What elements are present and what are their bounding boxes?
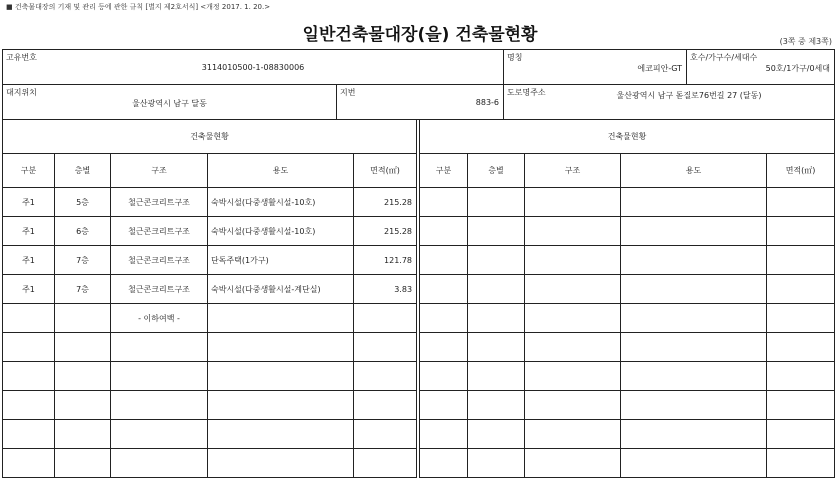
cell-floor (468, 420, 525, 449)
regulation-note: ■ 건축물대장의 기재 및 관리 등에 관한 규칙 [별지 제2호서식] <개정 2017. 1. 20.> (6, 3, 271, 11)
cell-structure (525, 217, 621, 246)
table-row (3, 333, 835, 362)
cell-floor (468, 188, 525, 217)
cell-use (208, 333, 354, 362)
cell-area (767, 391, 835, 420)
col-header-structure: 구조 (111, 154, 208, 188)
cell-structure (525, 333, 621, 362)
col-header-use: 용도 (621, 154, 767, 188)
cell-area (354, 333, 417, 362)
cell-area (767, 304, 835, 333)
cell-type (420, 275, 468, 304)
table-row (3, 304, 835, 333)
cell-area (767, 246, 835, 275)
table-row (3, 362, 835, 391)
cell-structure: 철근콘크리트구조 (111, 217, 208, 246)
cell-use: 숙박시설(다중생활시설-10호) (208, 217, 354, 246)
lot-cell (337, 85, 504, 120)
units-value: 50호/1가구/0세대 (765, 64, 831, 73)
cell-floor (468, 449, 525, 478)
header-table (2, 49, 835, 120)
cell-type: 주1 (3, 188, 55, 217)
table-row (3, 217, 835, 246)
cell-floor: 7층 (55, 246, 111, 275)
cell-use (208, 420, 354, 449)
road-label: 도로명주소 (507, 88, 546, 97)
cell-use (621, 275, 767, 304)
cell-structure (111, 362, 208, 391)
road-cell (504, 85, 835, 120)
cell-use (621, 304, 767, 333)
cell-floor: 5층 (55, 188, 111, 217)
cell-floor (468, 246, 525, 275)
cell-area (354, 304, 417, 333)
cell-type (420, 304, 468, 333)
cell-use (621, 362, 767, 391)
cell-floor (55, 304, 111, 333)
cell-type (3, 333, 55, 362)
col-header-use: 용도 (208, 154, 354, 188)
building-status-table (2, 119, 835, 478)
cell-type (420, 246, 468, 275)
unique-no-label: 고유번호 (6, 53, 37, 62)
cell-use (208, 391, 354, 420)
section-title-left: 건축물현황 (3, 120, 417, 154)
cell-structure: 철근콘크리트구조 (111, 188, 208, 217)
cell-type (420, 449, 468, 478)
site-label: 대지위치 (6, 88, 37, 97)
col-header-floor: 층별 (55, 154, 111, 188)
cell-area (767, 449, 835, 478)
cell-use (621, 188, 767, 217)
cell-structure (111, 391, 208, 420)
cell-structure (525, 391, 621, 420)
cell-use (208, 449, 354, 478)
col-header-floor: 층별 (468, 154, 525, 188)
units-cell (687, 50, 835, 85)
cell-structure (525, 420, 621, 449)
col-header-area: 면적(㎡) (354, 154, 417, 188)
cell-area (354, 391, 417, 420)
lot-value: 883-6 (475, 98, 500, 107)
page-title: 일반건축물대장(을) 건축물현황 (302, 25, 538, 45)
cell-structure (525, 362, 621, 391)
cell-floor (468, 333, 525, 362)
cell-use: 숙박시설(다중생활시설-계단실) (208, 275, 354, 304)
cell-floor (468, 391, 525, 420)
table-row (3, 420, 835, 449)
cell-use (208, 362, 354, 391)
col-header-area: 면적(㎡) (767, 154, 835, 188)
cell-type (420, 391, 468, 420)
cell-area: 215.28 (354, 217, 417, 246)
cell-use: 단독주택(1가구) (208, 246, 354, 275)
table-row (3, 246, 835, 275)
name-label: 명칭 (507, 53, 523, 62)
table-row (3, 391, 835, 420)
cell-floor: 6층 (55, 217, 111, 246)
site-cell (3, 85, 337, 120)
table-row (3, 275, 835, 304)
end-marker: - 이하여백 - (111, 304, 208, 333)
name-cell (504, 50, 687, 85)
cell-use (621, 391, 767, 420)
cell-floor: 7층 (55, 275, 111, 304)
cell-structure (525, 275, 621, 304)
cell-floor (468, 275, 525, 304)
cell-structure (525, 449, 621, 478)
col-header-type: 구분 (420, 154, 468, 188)
cell-type (420, 217, 468, 246)
cell-use (621, 333, 767, 362)
cell-type (420, 333, 468, 362)
cell-use (621, 217, 767, 246)
unique-no-cell (3, 50, 504, 85)
cell-type (3, 304, 55, 333)
cell-floor (55, 333, 111, 362)
cell-area (767, 275, 835, 304)
site-value: 울산광역시 남구 달동 (132, 99, 207, 108)
cell-structure (525, 246, 621, 275)
cell-structure (525, 304, 621, 333)
cell-structure (111, 449, 208, 478)
cell-type (3, 362, 55, 391)
cell-area: 215.28 (354, 188, 417, 217)
name-value: 에코피안-GT (637, 64, 683, 73)
cell-floor (468, 362, 525, 391)
cell-area: 121.78 (354, 246, 417, 275)
cell-floor (55, 449, 111, 478)
col-header-type: 구분 (3, 154, 55, 188)
cell-type: 주1 (3, 217, 55, 246)
cell-area: 3.83 (354, 275, 417, 304)
table-row (3, 449, 835, 478)
cell-structure: 철근콘크리트구조 (111, 246, 208, 275)
cell-floor (468, 304, 525, 333)
section-title-right: 건축물현황 (420, 120, 835, 154)
cell-structure: 철근콘크리트구조 (111, 275, 208, 304)
cell-use (621, 420, 767, 449)
cell-floor (55, 391, 111, 420)
cell-type (420, 420, 468, 449)
col-header-structure: 구조 (525, 154, 621, 188)
cell-structure (111, 420, 208, 449)
units-label: 호수/가구수/세대수 (690, 53, 758, 62)
cell-type: 주1 (3, 275, 55, 304)
cell-type (3, 391, 55, 420)
road-value: 울산광역시 남구 돋질로76번길 27 (달동) (616, 91, 762, 100)
page-info: (3쪽 중 제3쪽) (779, 37, 832, 46)
cell-floor (55, 420, 111, 449)
cell-use (621, 449, 767, 478)
cell-area (354, 362, 417, 391)
cell-structure (111, 333, 208, 362)
cell-area (767, 420, 835, 449)
unique-no-value: 3114010500-1-08830006 (201, 63, 305, 72)
lot-label: 지번 (340, 88, 356, 97)
cell-structure (525, 188, 621, 217)
cell-use: 숙박시설(다중생활시설-10호) (208, 188, 354, 217)
table-row (3, 188, 835, 217)
cell-area (354, 449, 417, 478)
cell-type: 주1 (3, 246, 55, 275)
cell-floor (468, 217, 525, 246)
cell-area (354, 420, 417, 449)
cell-type (3, 449, 55, 478)
cell-area (767, 188, 835, 217)
cell-type (420, 188, 468, 217)
cell-type (420, 362, 468, 391)
cell-use (621, 246, 767, 275)
cell-area (767, 362, 835, 391)
cell-floor (55, 362, 111, 391)
cell-area (767, 217, 835, 246)
cell-area (767, 333, 835, 362)
cell-type (3, 420, 55, 449)
cell-use (208, 304, 354, 333)
